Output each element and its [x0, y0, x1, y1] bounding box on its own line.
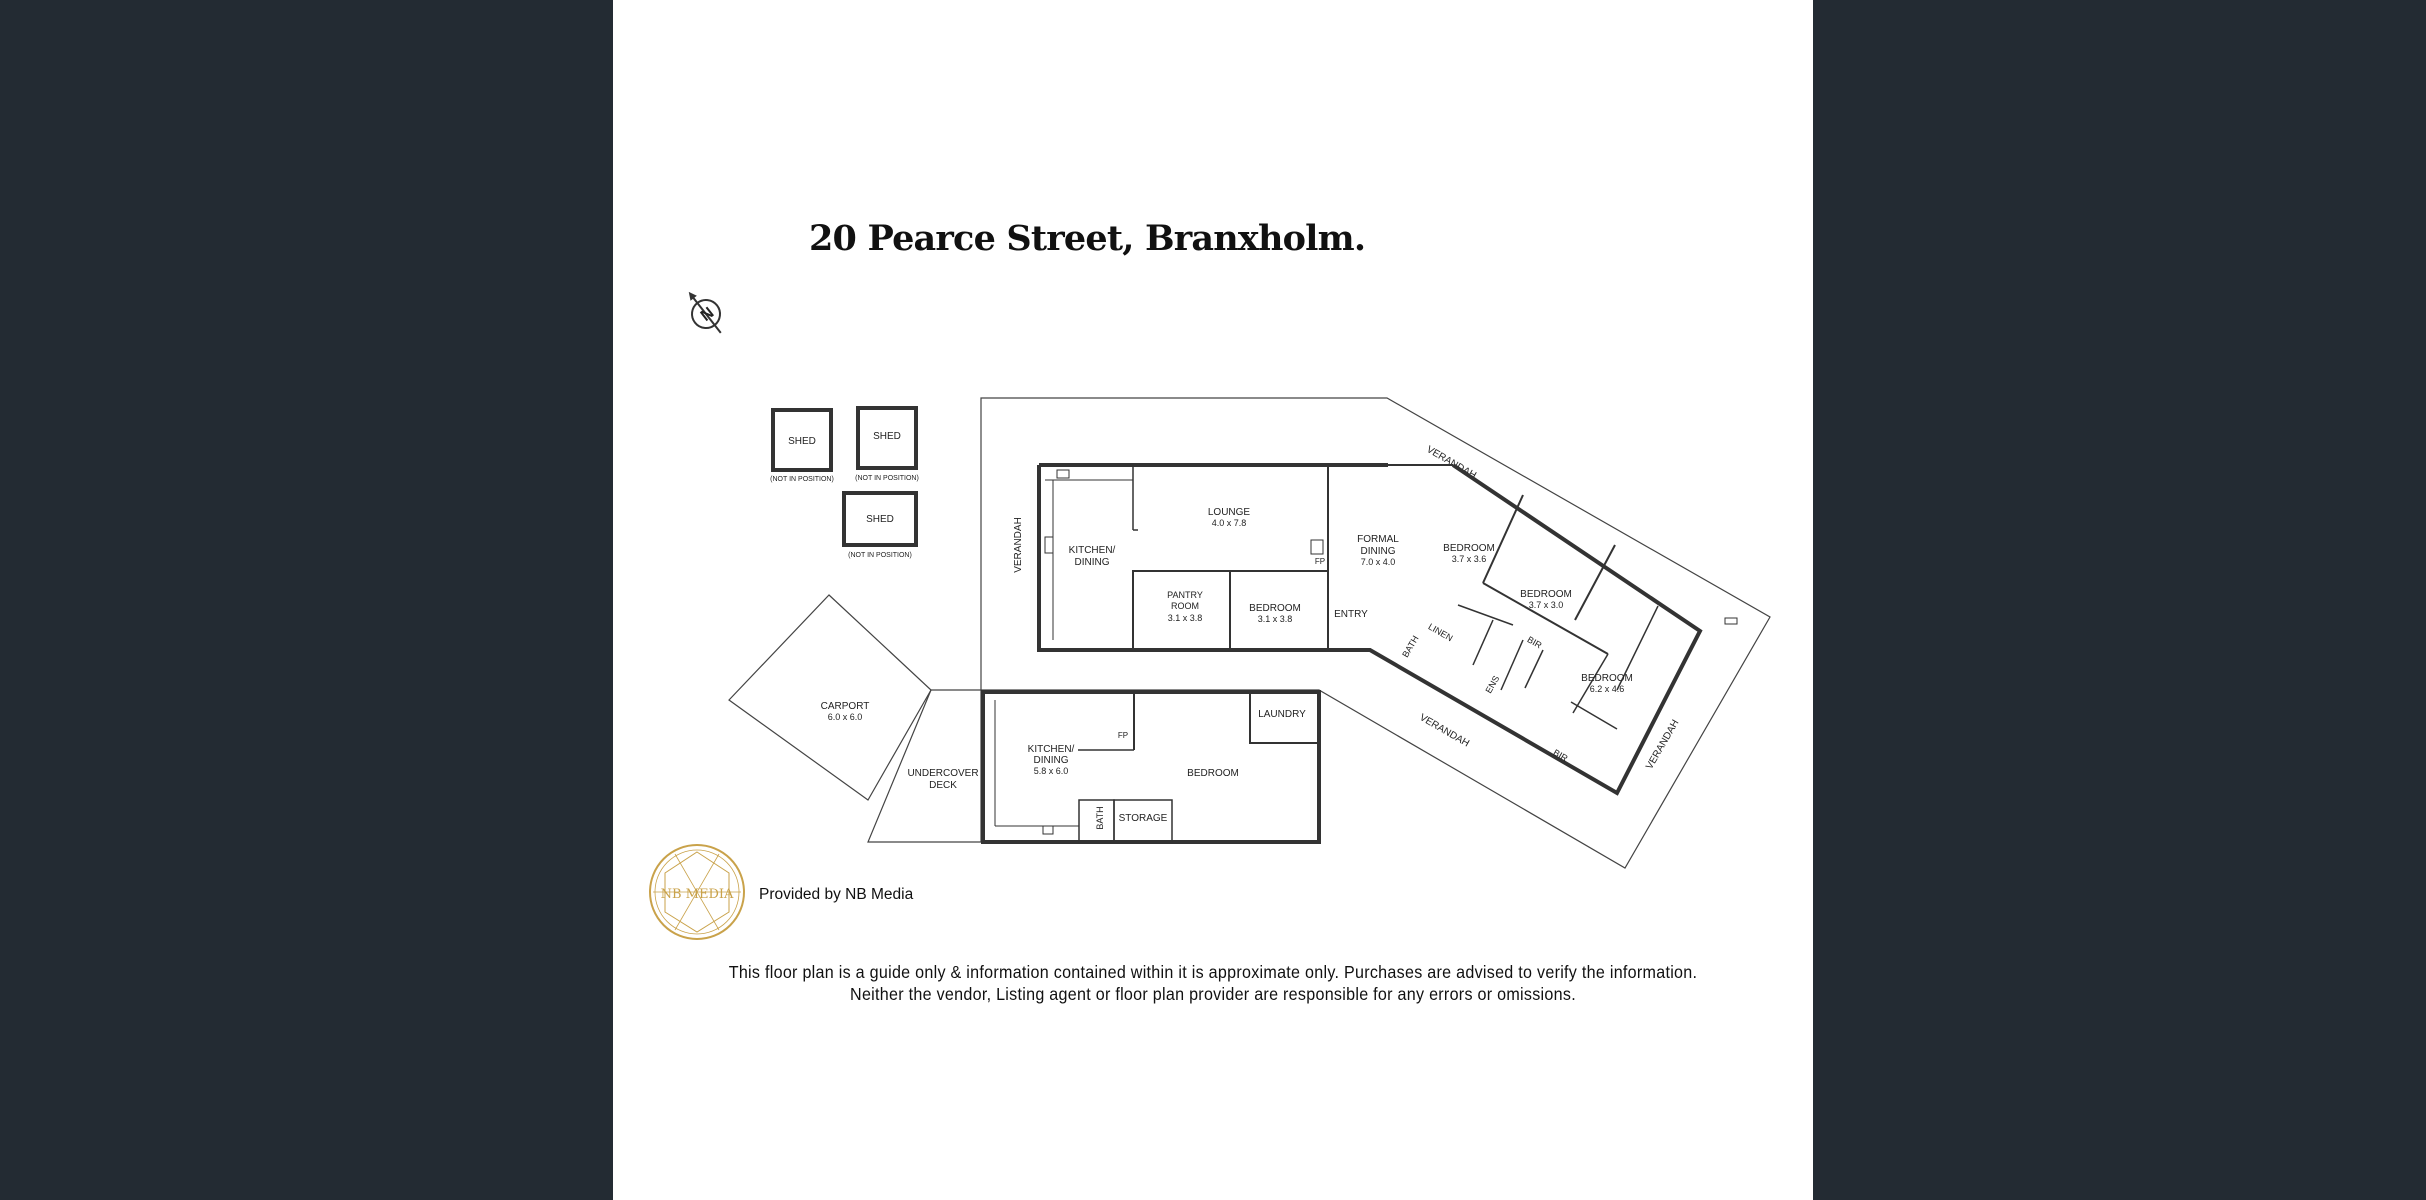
main-house [1039, 465, 1737, 793]
bedroom-a-dim: 3.1 x 3.8 [1257, 614, 1293, 624]
carport-label: CARPORT [820, 701, 870, 712]
shed-3 [844, 493, 916, 559]
kitchen-dining-2-label-1: KITCHEN/ [1027, 744, 1075, 755]
undercover-deck-label-1: UNDERCOVER [907, 768, 979, 779]
formal-dining-label-2: DINING [1360, 546, 1396, 557]
formal-dining-dim: 7.0 x 4.0 [1360, 557, 1396, 567]
provider-credit: Provided by NB Media [759, 886, 914, 903]
bedroom-d-label: BEDROOM [1581, 673, 1633, 684]
kitchen-dining-label-2: DINING [1074, 557, 1110, 568]
floor-plan-diagram [613, 0, 1813, 1200]
bedroom-a-label: BEDROOM [1249, 603, 1301, 614]
kitchen-dining-2-dim: 5.8 x 6.0 [1033, 766, 1069, 776]
shed-3-label: SHED [866, 514, 894, 525]
bedroom-b-label: BEDROOM [1443, 543, 1495, 554]
shed-2 [855, 408, 919, 482]
shed-1-note: (NOT IN POSITION) [770, 476, 834, 483]
pantry-label-1: PANTRY [1167, 590, 1203, 600]
disclaimer-line-2: Neither the vendor, Listing agent or floor plan provider are responsible for any errors or omissions. [850, 984, 1576, 1004]
bedroom-b-dim: 3.7 x 3.6 [1451, 554, 1487, 564]
verandah-label-east: VERANDAH [1644, 717, 1682, 772]
pantry-dim: 3.1 x 3.8 [1167, 613, 1203, 623]
shed-1 [770, 410, 834, 483]
shed-1-label: SHED [788, 436, 816, 447]
linen-label: LINEN [1426, 621, 1455, 644]
undercover-deck-label-2: DECK [929, 780, 957, 791]
bir-label-1: BIR [1525, 634, 1544, 651]
shed-3-note: (NOT IN POSITION) [848, 552, 912, 559]
shed-2-label: SHED [873, 431, 901, 442]
bedroom-d-dim: 6.2 x 4.6 [1589, 684, 1625, 694]
bedroom-c-label: BEDROOM [1520, 589, 1572, 600]
verandah-label-north: VERANDAH [1424, 444, 1479, 482]
shed-2-note: (NOT IN POSITION) [855, 475, 919, 482]
kitchen-dining-label-1: KITCHEN/ [1068, 545, 1116, 556]
bedroom-c-dim: 3.7 x 3.0 [1528, 600, 1564, 610]
bir-label-2: BIR [1551, 747, 1570, 764]
storage-label: STORAGE [1118, 813, 1168, 824]
verandah-label-south: VERANDAH [1417, 712, 1472, 750]
nb-media-logo-text: NB MEDIA [660, 887, 734, 902]
compass-icon [678, 283, 732, 341]
entry-label: ENTRY [1334, 609, 1368, 620]
floor-plan-sheet [613, 0, 1813, 1200]
bath-label-south: BATH [1095, 806, 1105, 830]
fp-label-main: FP [1314, 557, 1326, 566]
verandah-label-west: VERANDAH [1013, 517, 1024, 573]
bath-label-main: BATH [1400, 633, 1421, 660]
kitchen-dining-2-label-2: DINING [1033, 755, 1069, 766]
lounge-label: LOUNGE [1207, 507, 1251, 518]
formal-dining-label-1: FORMAL [1357, 534, 1399, 545]
page-title: 20 Pearce Street, Branxholm. [809, 218, 1366, 259]
bedroom-south-label: BEDROOM [1187, 768, 1239, 779]
compass-label: N [697, 304, 718, 325]
fp-label-south: FP [1117, 731, 1129, 740]
nb-media-logo [650, 845, 744, 939]
carport-dim: 6.0 x 6.0 [827, 712, 863, 722]
pantry-label-2: ROOM [1171, 601, 1199, 611]
carport [729, 595, 931, 800]
lounge-dim: 4.0 x 7.8 [1211, 518, 1247, 528]
laundry-label: LAUNDRY [1258, 709, 1306, 720]
verandah-outline [981, 398, 1770, 868]
disclaimer-line-1: This floor plan is a guide only & information contained within it is approximate only. Purchases are advised to verify the information. [728, 962, 1698, 982]
undercover-deck [868, 690, 981, 842]
ens-label: ENS [1483, 673, 1502, 696]
